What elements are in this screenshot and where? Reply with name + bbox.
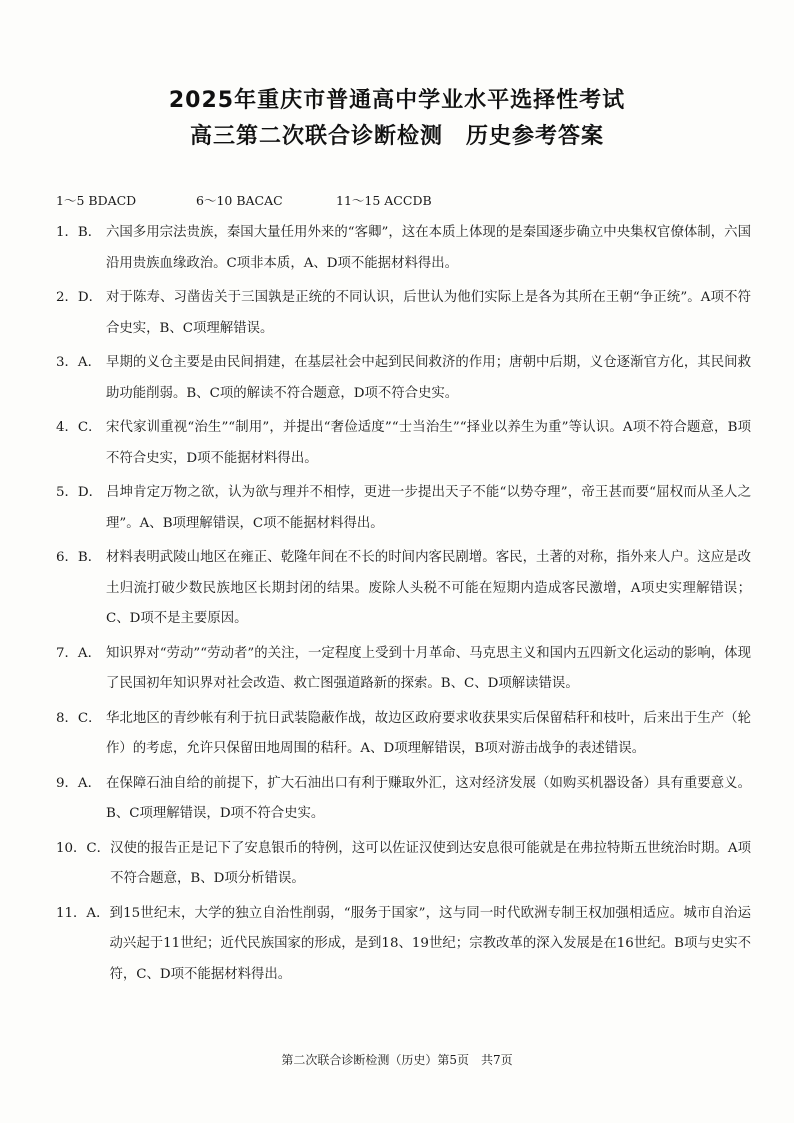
explanation-item-9 [56,769,751,830]
item-explanation: 六国多用宗法贵族，秦国大量任用外来的“客卿”，这在本质上体现的是秦国逐步确立中央集权官僚体制，六国沿用贵族血缘政治。C项非本质，A、D项不能据材料得出。 [106,225,751,271]
item-number: 7．A． [56,645,101,661]
item-number: 2．D． [56,290,103,305]
answer-key-summary [56,191,432,209]
item-number: 8．C． [56,710,102,726]
explanation-item-4 [56,413,751,474]
explanation-item-10 [56,834,751,895]
item-explanation: 华北地区的青纱帐有利于抗日武装隐蔽作战，故边区政府要求收获果实后保留秸秆和枝叶，后来出于生产（轮作）的考虑，允许只保留田地周围的秸秆。A、D项理解错误，B项对游击战争的表述错误。 [106,710,751,756]
explanation-list [56,218,751,994]
item-number: 5．D． [56,485,103,500]
answer-group-1-5: 1～5 BDACD [56,193,137,208]
explanation-item-7 [56,639,751,700]
answer-group-6-10: 6～10 BACAC [196,193,283,208]
item-explanation: 知识界对“劳动”“劳动者”的关注，一定程度上受到十月革命、马克思主义和国内五四新文化运动的影响，体现了民国初年知识界对社会改造、救亡图强道路新的探索。B、C、D项解读错误。 [106,645,751,691]
item-number: 1．B． [56,225,102,240]
item-number: 4．C． [56,420,102,435]
explanation-item-6 [56,543,751,635]
explanation-item-11 [56,899,751,991]
item-number: 3．A． [56,355,101,370]
item-explanation: 在保障石油自给的前提下，扩大石油出口有利于赚取外汇，这对经济发展（如购买机器设备）具有重要意义。B、C项理解错误，D项不符合史实。 [106,775,751,821]
page-footer: 第二次联合诊断检测（历史）第5页 共7页 [281,1053,513,1067]
explanation-item-5 [56,478,751,539]
item-number: 9．A． [56,775,101,791]
item-explanation: 吕坤肯定万物之欲，认为欲与理并不相悖，更进一步提出天子不能“以势夺理”，帝王甚而要“屈权而从圣人之理”。A、B项理解错误，C项不能据材料得出。 [106,485,751,531]
item-explanation: 材料表明武陵山地区在雍正、乾隆年间在不长的时间内客民剧增。客民，土著的对称，指外来人户。这应是改土归流打破少数民族地区长期封闭的结果。废除人头税不可能在短期内造成客民激增，A项史实理解错误；C、D项不是主要原因。 [106,550,751,626]
item-number: 10．C． [56,840,111,856]
explanation-item-8 [56,704,751,765]
item-number: 11．A． [56,905,110,921]
explanation-item-2 [56,283,751,344]
item-explanation: 对于陈寿、习凿齿关于三国孰是正统的不同认识，后世认为他们实际上是各为其所在王朝“争正统”。A项不符合史实，B、C项理解错误。 [106,290,751,336]
answer-group-11-15: 11～15 ACCDB [336,193,432,208]
item-explanation: 宋代家训重视“治生”“制用”，并提出“奢俭适度”“士当治生”“择业以养生为重”等认识。A项不符合题意，B项不符合史实，D项不能据材料得出。 [106,420,751,466]
explanation-item-3 [56,348,751,409]
item-explanation: 早期的义仓主要是由民间捐建，在基层社会中起到民间救济的作用；唐朝中后期，义仓逐渐官方化，其民间救助功能削弱。B、C项的解读不符合题意，D项不符合史实。 [106,355,751,401]
item-explanation: 到15世纪末，大学的独立自治性削弱，“服务于国家”，这与同一时代欧洲专制王权加强相适应。城市自治运动兴起于11世纪；近代民族国家的形成，是到18、19世纪；宗教改革的深入发展是在16世纪。B项与史实不符，C、D项不能据材料得出。 [109,905,751,982]
explanation-item-1 [56,218,751,279]
answer-key-subtitle: 高三第二次联合诊断检测 历史参考答案 [189,124,604,149]
item-explanation: 汉使的报告正是记下了安息银币的特例，这可以佐证汉使到达安息很可能就是在弗拉特斯五世统治时期。A项不符合题意，B、D项分析错误。 [110,840,751,886]
item-number: 6．B． [56,550,102,565]
exam-title: 2025年重庆市普通高中学业水平选择性考试 [168,88,626,113]
